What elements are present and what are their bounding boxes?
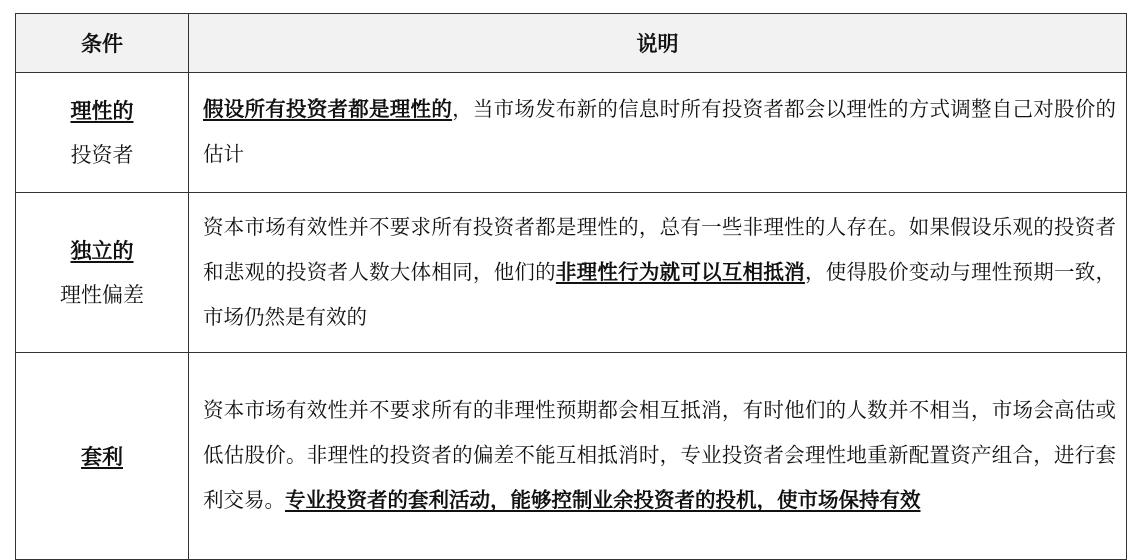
conditions-table [15,13,1127,560]
table-row [16,73,1127,193]
condition-keyword: 独立的 [70,237,134,263]
condition-subtitle: 投资者 [70,142,134,167]
header-condition: 条件 [16,14,189,73]
table-row [16,193,1127,353]
condition-keyword: 套利 [81,443,123,469]
header-description: 说明 [189,14,1127,73]
description-cell [189,73,1127,193]
description-cell [189,353,1127,560]
condition-cell [16,193,189,353]
key-phrase: 专业投资者的套利活动，能够控制业余投资者的投机，使市场保持有效 [285,488,921,512]
description-cell [189,193,1127,353]
table-header-row [16,14,1127,73]
key-phrase: 假设所有投资者都是理性的 [203,97,453,121]
condition-subtitle: 理性偏差 [60,282,144,307]
condition-cell [16,73,189,193]
description-text: 资本市场有效性并不要求所有投资者都是理性的，总有一些非理性的人存在。如果假设乐观的投资者和悲观的投资者人数大体相同，他们的 [203,214,1116,284]
description-text: ，使得股价变动与理性预期一致，市场仍然是有效的 [203,259,1117,329]
description-text: ，当市场发布新的信息时所有投资者都会以理性的方式调整自己对股价的估计 [203,97,1117,166]
table-row [16,353,1127,560]
description-text: 资本市场有效性并不要求所有的非理性预期都会相互抵消，有时他们的人数并不相当，市场会高估或低估股价。非理性的投资者的偏差不能互相抵消时，专业投资者会理性地重新配置资产组合，进行套利交易。 [203,398,1116,512]
condition-keyword: 理性的 [70,97,134,123]
key-phrase: 非理性行为就可以互相抵消 [555,259,805,284]
condition-cell [16,353,189,560]
